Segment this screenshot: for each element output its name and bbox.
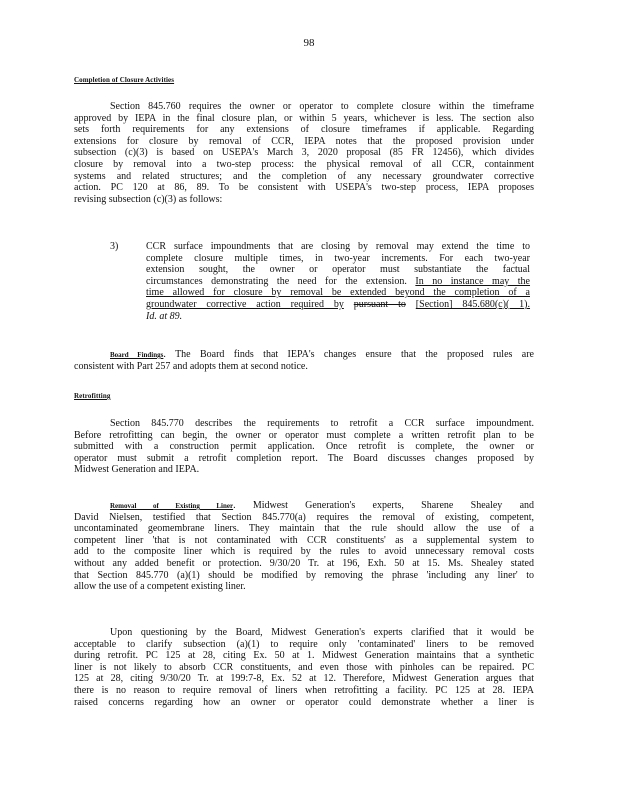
- inserted-text: [Section] 845.680(c)( 1).: [415, 298, 531, 310]
- paragraph-section-845-760: [74, 101, 534, 205]
- text-line: closure by removal into a two-step process: the physical removal of all CCR, containment: [74, 158, 534, 170]
- text-line: add to the composite liner which is required by the rules to avoid unnecessary removal costs: [74, 546, 534, 558]
- text-line: revising subsection (c)(3) as follows:: [74, 193, 223, 205]
- text-line: David Nielsen, testified that Section 845.770(a) requires the removal of existing, competent,: [74, 511, 534, 523]
- paragraph-removal-of-existing-liner: [74, 500, 534, 593]
- text-line: uncontaminated geomembrane liners. They maintain that the rule should allow the use of a: [74, 523, 534, 535]
- text-line: extension sought, the owner or operator must substantiate the factual: [146, 264, 530, 276]
- text-line: subsection (c)(3) is based on USEPA's March 3, 2020 proposal (85 FR 12456), which divides: [74, 147, 534, 159]
- text-line: complete closure multiple times, in two-year increments. For each two-year: [146, 252, 530, 264]
- text-line: acceptable to clarify subsection (a)(1) to require only 'contaminated' liners to be removed: [74, 638, 534, 650]
- text-line-part: . The Board finds that IEPA's changes ensure that the proposed rules are: [163, 349, 534, 360]
- text-line: 125 at 28, citing 9/30/20 Tr. at 199:7-8, Ex. 52 at 12. Therefore, Midwest Generation argues that: [74, 673, 534, 685]
- text-line: Midwest Generation and IEPA.: [74, 464, 200, 476]
- citation-line: Id. at 89.: [146, 310, 183, 322]
- text-line: consistent with Part 257 and adopts them at second notice.: [74, 360, 308, 372]
- text-line: sets forth requirements for any extensions of closure timeframes if applicable. Regarding: [74, 124, 534, 136]
- struck-text: pursuant to: [353, 298, 406, 310]
- text-line: raised concerns regarding how an owner or operator could demonstrate whether a liner is: [74, 696, 534, 708]
- text-line: competent liner 'that is not contaminated with CCR constituents' as a supplemental system to: [74, 534, 534, 546]
- text-line: liner is not likely to absorb CCR constituents, and even those with pinholes can be repaired. PC: [74, 661, 534, 673]
- heading-completion-of-closure: Completion of Closure Activities: [74, 76, 175, 84]
- runin-heading-board-findings: Board Findings: [110, 351, 164, 359]
- list-number: 3): [110, 241, 119, 252]
- text-line: [146, 299, 530, 311]
- text-line: [74, 500, 534, 512]
- text-line: [74, 349, 534, 361]
- text-line: without any added benefit or protection. 9/30/20 Tr. at 196, Exh. 50 at 15. Ms. Shealey stated: [74, 557, 534, 569]
- text-line: Section 845.770 describes the requirements to retrofit a CCR surface impoundment.: [110, 418, 534, 429]
- inserted-text-line: time allowed for closure by removal be extended beyond the completion of a: [146, 287, 530, 299]
- inserted-text: groundwater corrective action required by: [146, 298, 344, 310]
- text-line: there is no reason to require removal of liners when retrofitting a facility. PC 125 at 28. IEPA: [74, 684, 534, 696]
- heading-retrofitting: Retrofitting: [74, 392, 111, 400]
- quoted-rule-text: [146, 241, 530, 322]
- text-line: extensions for closure by removal of CCR, IEPA notes that the proposed provision under: [74, 135, 534, 147]
- text-line: systems and related structures; and the completion of any necessary groundwater corrective: [74, 170, 534, 182]
- text-line: submitted with a construction permit application. Once retrofit is complete, the owner or: [74, 441, 534, 453]
- inserted-text: In no instance may the: [415, 275, 531, 287]
- text-line: that Section 845.770 (a)(1) should be modified by removing the phrase 'including any liner' to: [74, 569, 534, 581]
- page-number: 98: [303, 37, 315, 49]
- text-line: action. PC 120 at 86, 89. To be consistent with USEPA's two-step process, IEPA proposes: [74, 182, 534, 194]
- text-line: Section 845.760 requires the owner or operator to complete closure within the timeframe: [110, 101, 534, 112]
- text-line: [146, 276, 530, 288]
- text-line: operator must submit a retrofit completion report. The Board discusses changes proposed by: [74, 452, 534, 464]
- text-line: during retrofit. PC 125 at 28, citing Ex. 50 at 1. Midwest Generation maintains that a synthetic: [74, 650, 534, 662]
- text-line: allow the use of a competent existing liner.: [74, 581, 246, 593]
- paragraph-board-questioning: [74, 627, 534, 708]
- runin-heading-removal-of-liner: Removal of Existing Liner: [110, 502, 234, 510]
- text-line-part: circumstances demonstrating the need for the extension.: [146, 275, 407, 287]
- paragraph-section-845-770: [74, 418, 534, 476]
- paragraph-board-findings: [74, 349, 534, 372]
- text-line: Upon questioning by the Board, Midwest Generation's experts clarified that it would be: [110, 627, 534, 638]
- text-line: CCR surface impoundments that are closing by removal may extend the time to: [146, 241, 530, 252]
- text-line-part: . Midwest Generation's experts, Sharene Shealey and: [233, 500, 535, 511]
- text-line: approved by IEPA in the final closure plan, or within 5 years, whichever is less. The section also: [74, 112, 534, 124]
- text-line: Before retrofitting can begin, the owner or operator must complete a written retrofit plan to be: [74, 429, 534, 441]
